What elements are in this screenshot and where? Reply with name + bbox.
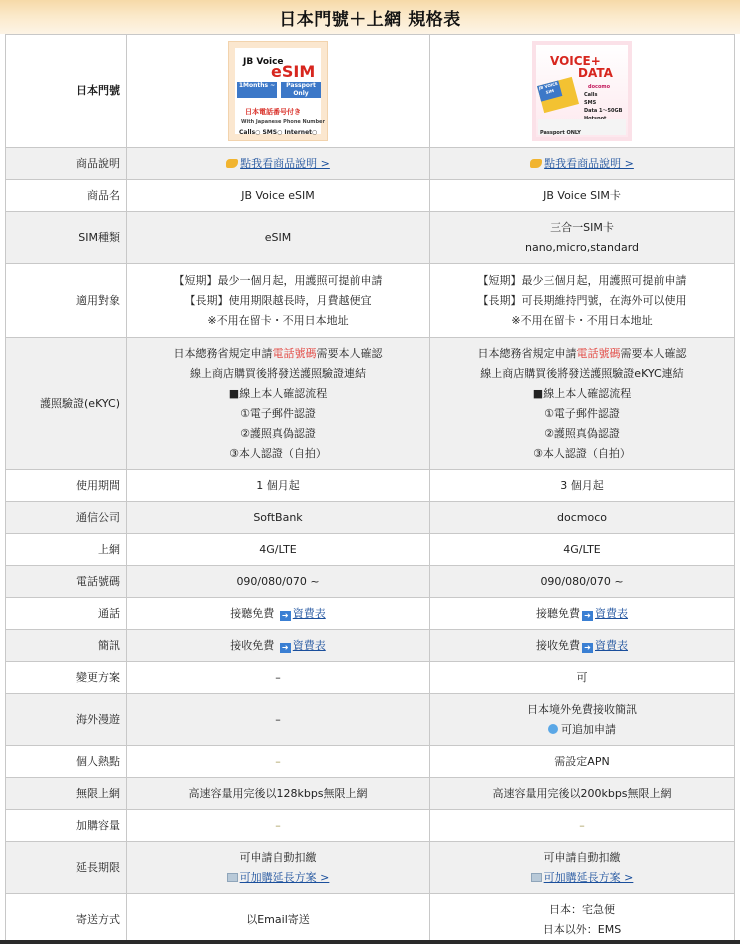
row-label: 加購容量 xyxy=(6,810,127,842)
cell: 4G/LTE xyxy=(430,534,735,566)
cell-line: 日本以外：EMS xyxy=(542,922,622,936)
row-label: 簡訊 xyxy=(6,630,127,662)
table-row xyxy=(6,778,735,810)
table-row xyxy=(6,470,735,502)
cell: 可 xyxy=(430,662,735,694)
row-label: 上網 xyxy=(6,534,127,566)
cell xyxy=(430,212,735,264)
cell-line: 日本總務省規定申請電話號碼需要本人確認 xyxy=(173,346,383,360)
cell: – xyxy=(430,810,735,842)
window-bottom-edge xyxy=(0,940,740,944)
cell: 接聽免費 ➜ 資費表 xyxy=(127,598,430,630)
cell-line: 日本總務省規定申請電話號碼需要本人確認 xyxy=(477,346,687,360)
cell xyxy=(127,148,430,180)
table-row xyxy=(6,338,735,470)
document-icon xyxy=(227,873,238,882)
cell-line xyxy=(133,868,423,888)
cell xyxy=(430,894,735,944)
cell: – xyxy=(127,662,430,694)
cell: JB Voice SIM卡 xyxy=(430,180,735,212)
table-row xyxy=(6,842,735,894)
row-label: 延長期限 xyxy=(6,842,127,894)
cell-line: 可追加申請 xyxy=(436,720,728,740)
call-rates-link[interactable]: 資費表 xyxy=(292,606,326,620)
cell xyxy=(127,264,430,338)
table-row xyxy=(6,746,735,778)
table-row xyxy=(6,894,735,944)
cell xyxy=(430,264,735,338)
row-label: SIM種類 xyxy=(6,212,127,264)
product-image-voice-sim[interactable]: VOICE+ DATA docomo JB VOICE SIM Calls SMS Data 1～50GB Passport ONLY xyxy=(532,41,632,141)
cell-line: ①電子郵件認證 xyxy=(240,406,316,420)
table-row xyxy=(6,148,735,180)
call-rates-link[interactable]: 資費表 xyxy=(595,606,628,620)
cell: 接收免費 ➜ 資費表 xyxy=(430,630,735,662)
cell-line: ※不用在留卡・不用日本地址 xyxy=(207,313,349,327)
cell-line: ②護照真偽認證 xyxy=(240,426,316,440)
row-label: 變更方案 xyxy=(6,662,127,694)
title-bar xyxy=(0,0,740,34)
sms-rates-link[interactable]: 資費表 xyxy=(292,638,326,652)
cell-line xyxy=(436,868,728,888)
row-label: 使用期間 xyxy=(6,470,127,502)
row-label: 護照驗證(eKYC) xyxy=(6,338,127,470)
arrow-right-icon: ➜ xyxy=(280,643,291,653)
cell xyxy=(127,842,430,894)
cell-line: ③本人認證（自拍） xyxy=(229,446,327,460)
row-label: 電話號碼 xyxy=(6,566,127,598)
row-label: 個人熱點 xyxy=(6,746,127,778)
cell-line: 線上商店購買後將發送護照驗證eKYC連結 xyxy=(480,366,684,380)
cell-line: ①電子郵件認證 xyxy=(544,406,620,420)
globe-icon xyxy=(548,724,558,734)
cell-line: 線上商店購買後將發送護照驗證連結 xyxy=(190,366,366,380)
cell-line: 日本：宅急便 xyxy=(549,902,615,916)
document-icon xyxy=(531,873,542,882)
product-image-cell xyxy=(127,35,430,148)
cell-line: 【長期】可長期維持門號，在海外可以使用 xyxy=(477,293,687,307)
extension-plan-link[interactable]: 可加購延長方案 > xyxy=(239,870,330,884)
product-image-cell xyxy=(430,35,735,148)
row-label: 通話 xyxy=(6,598,127,630)
cell: 3 個月起 xyxy=(430,470,735,502)
hand-point-icon xyxy=(530,159,542,168)
cell-line: 【短期】最少一個月起，用護照可提前申請 xyxy=(173,273,383,287)
cell xyxy=(127,338,430,470)
cell: – xyxy=(127,810,430,842)
row-label: 通信公司 xyxy=(6,502,127,534)
cell-line: 【長期】使用期限越長時，月費越便宜 xyxy=(184,293,372,307)
table-row xyxy=(6,502,735,534)
cell: 接收免費 ➜ 資費表 xyxy=(127,630,430,662)
page-title: 日本門號＋上網 規格表 xyxy=(279,9,461,30)
table-row xyxy=(6,534,735,566)
arrow-right-icon: ➜ xyxy=(280,611,291,621)
table-row xyxy=(6,264,735,338)
cell xyxy=(430,338,735,470)
cell-line: 可申請自動扣繳 xyxy=(239,850,317,864)
cell: 高速容量用完後以200kbps無限上網 xyxy=(430,778,735,810)
table-row xyxy=(6,662,735,694)
table-row xyxy=(6,598,735,630)
table-row xyxy=(6,212,735,264)
cell xyxy=(430,842,735,894)
cell-line: nano,micro,standard xyxy=(524,240,640,254)
cell: docmoco xyxy=(430,502,735,534)
cell-line: 三合一SIM卡 xyxy=(550,220,614,234)
cell-line: ※不用在留卡・不用日本地址 xyxy=(511,313,653,327)
cell: 4G/LTE xyxy=(127,534,430,566)
cell: 以Email寄送 xyxy=(127,894,430,944)
row-label: 寄送方式 xyxy=(6,894,127,944)
cell: 接聽免費 ➜ 資費表 xyxy=(430,598,735,630)
cell-line: 可申請自動扣繳 xyxy=(543,850,621,864)
row-label: 商品名 xyxy=(6,180,127,212)
cell-line: ③本人認證（自拍） xyxy=(533,446,631,460)
arrow-right-icon: ➜ xyxy=(582,643,593,653)
cell-line: ②護照真偽認證 xyxy=(544,426,620,440)
cell xyxy=(430,148,735,180)
cell: 1 個月起 xyxy=(127,470,430,502)
table-row xyxy=(6,694,735,746)
row-label: 日本門號 xyxy=(6,35,127,148)
cell-line: 【短期】最少三個月起，用護照可提前申請 xyxy=(477,273,687,287)
row-label: 適用對象 xyxy=(6,264,127,338)
cell xyxy=(430,694,735,746)
table-row xyxy=(6,630,735,662)
row-label: 無限上網 xyxy=(6,778,127,810)
table-row xyxy=(6,810,735,842)
product-description-link[interactable]: 點我看商品說明 > xyxy=(240,156,330,170)
cell: SoftBank xyxy=(127,502,430,534)
product-description-link[interactable]: 點我看商品說明 > xyxy=(544,156,634,170)
table-row xyxy=(6,180,735,212)
sms-rates-link[interactable]: 資費表 xyxy=(595,638,628,652)
spec-table xyxy=(5,34,735,944)
cell: 需設定APN xyxy=(430,746,735,778)
cell-line: 日本境外免費接收簡訊 xyxy=(527,702,637,716)
extension-plan-link[interactable]: 可加購延長方案 > xyxy=(543,870,634,884)
cell-line: ■線上本人確認流程 xyxy=(228,386,328,400)
table-row xyxy=(6,35,735,148)
row-label: 海外漫遊 xyxy=(6,694,127,746)
hand-point-icon xyxy=(226,159,238,168)
table-row xyxy=(6,566,735,598)
cell: 090/080/070 ~ xyxy=(127,566,430,598)
product-image-esim[interactable]: JB Voice eSIM 1Months ~ Passport Only 日本電話番号付き With Japanese Phone Number Calls○ SMS○ Internet○ xyxy=(228,41,328,141)
cell: 090/080/070 ~ xyxy=(430,566,735,598)
cell: JB Voice eSIM xyxy=(127,180,430,212)
cell: 高速容量用完後以128kbps無限上網 xyxy=(127,778,430,810)
arrow-right-icon: ➜ xyxy=(582,611,593,621)
row-label: 商品說明 xyxy=(6,148,127,180)
cell: – xyxy=(127,694,430,746)
cell: – xyxy=(127,746,430,778)
cell: eSIM xyxy=(127,212,430,264)
cell-line: ■線上本人確認流程 xyxy=(532,386,632,400)
